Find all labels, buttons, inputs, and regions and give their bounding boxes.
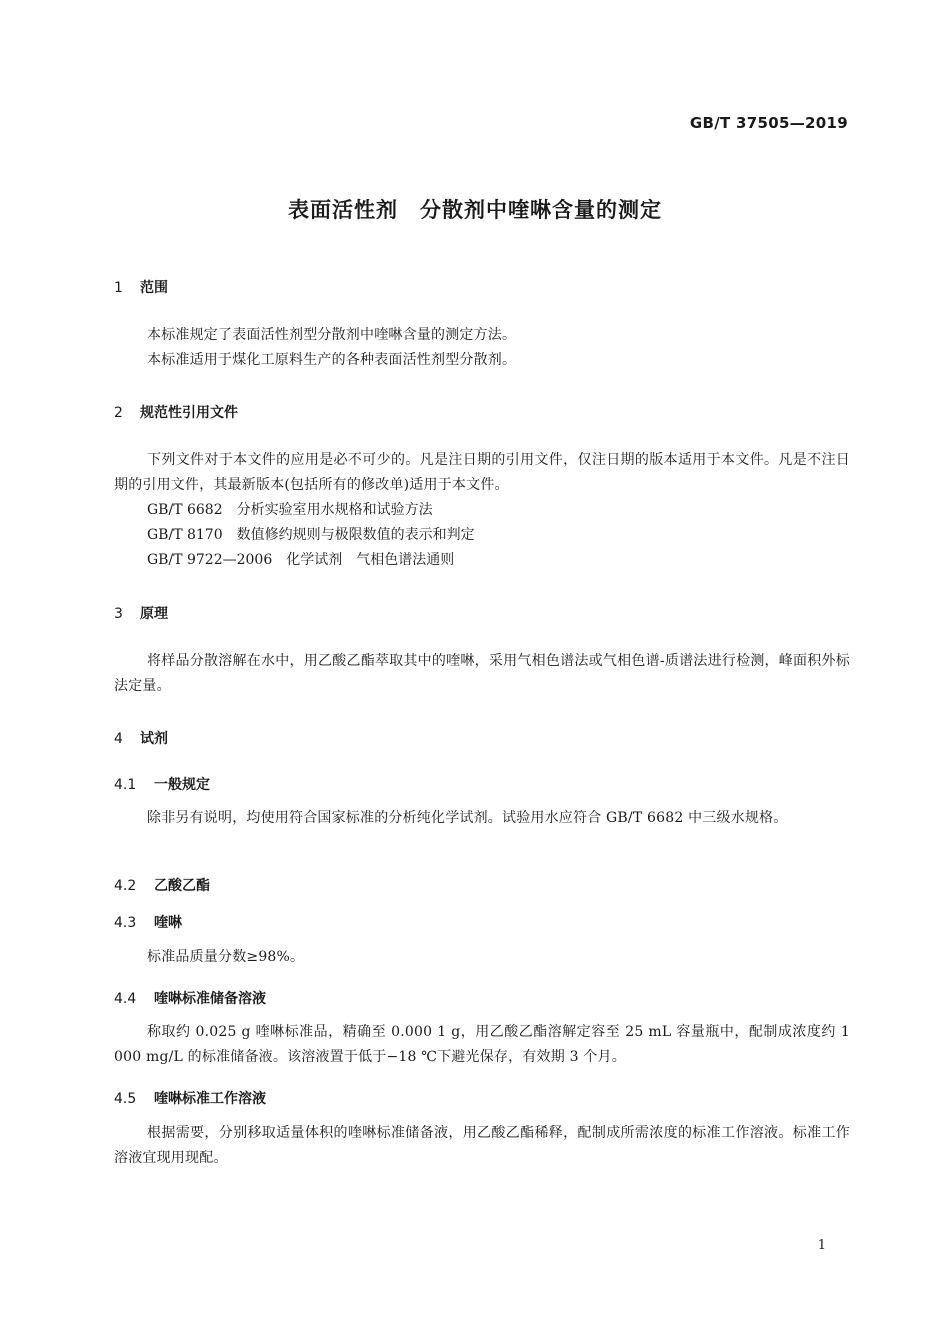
normative-reference-3: GB/T 9722—2006 化学试剂 气相色谱法通则 — [147, 552, 455, 568]
section-2-paragraph: 下列文件对于本文件的应用是必不可少的。凡是注日期的引用文件，仅注日期的版本适用于本文件。凡是不注日期的引用文件，其最新版本(包括所有的修改单)适用于本文件。 — [114, 452, 850, 493]
subsection-4-5-paragraph: 根据需要，分别移取适量体积的喹啉标准储备液，用乙酸乙酯稀释，配制成所需浓度的标准工作溶液。标准工作溶液宜现用现配。 — [114, 1125, 850, 1166]
subsection-4-1-paragraph: 除非另有说明，均使用符合国家标准的分析纯化学试剂。试验用水应符合 GB/T 6682 中三级水规格。 — [147, 810, 788, 826]
document-title: 表面活性剂 分散剂中喹啉含量的测定 — [288, 198, 662, 222]
subsection-title: 喹啉标准储备溶液 — [154, 991, 266, 1007]
subsection-number: 4.1 — [114, 777, 137, 793]
subsection-title: 喹啉标准工作溶液 — [154, 1091, 266, 1107]
section-number: 3 — [114, 606, 123, 622]
subsection-title: 一般规定 — [154, 777, 210, 793]
section-title: 范围 — [140, 280, 168, 296]
subsection-4-4-paragraph: 称取约 0.025 g 喹啉标准品，精确至 0.000 1 g，用乙酸乙酯溶解定容至 25 mL 容量瓶中，配制成浓度约 1 000 mg/L 的标准储备液。该溶液置于低于−18 ℃下避光保存，有效期 3 个月。 — [114, 1024, 850, 1065]
subsection-title: 乙酸乙酯 — [154, 878, 210, 894]
subsection-number: 4.5 — [114, 1091, 137, 1107]
subsection-title: 喹啉 — [154, 915, 182, 931]
section-number: 4 — [114, 731, 123, 747]
subsection-number: 4.2 — [114, 878, 137, 894]
subsection-4-5-heading — [114, 1088, 266, 1108]
section-3-heading — [114, 603, 168, 623]
subsection-number: 4.3 — [114, 915, 137, 931]
standard-number: GB/T 37505—2019 — [689, 114, 848, 132]
section-number: 2 — [114, 405, 123, 421]
section-title: 原理 — [140, 606, 168, 622]
section-title: 试剂 — [140, 731, 168, 747]
normative-reference-1: GB/T 6682 分析实验室用水规格和试验方法 — [147, 502, 433, 518]
section-number: 1 — [114, 280, 123, 296]
section-1-paragraph-1: 本标准规定了表面活性剂型分散剂中喹啉含量的测定方法。 — [147, 327, 517, 343]
section-1-heading — [114, 277, 168, 297]
section-title: 规范性引用文件 — [140, 405, 238, 421]
section-4-heading — [114, 728, 168, 748]
section-2-heading — [114, 402, 238, 422]
subsection-4-1-heading — [114, 774, 210, 794]
subsection-4-2-heading — [114, 875, 210, 895]
subsection-4-3-heading — [114, 912, 182, 932]
page-number: 1 — [817, 1238, 826, 1253]
subsection-number: 4.4 — [114, 991, 137, 1007]
subsection-4-4-heading — [114, 988, 266, 1008]
section-3-paragraph: 将样品分散溶解在水中，用乙酸乙酯萃取其中的喹啉，采用气相色谱法或气相色谱-质谱法进行检测，峰面积外标法定量。 — [114, 653, 850, 694]
subsection-4-3-paragraph: 标准品质量分数≥98%。 — [147, 949, 305, 965]
section-1-paragraph-2: 本标准适用于煤化工原料生产的各种表面活性剂型分散剂。 — [147, 352, 517, 368]
normative-reference-2: GB/T 8170 数值修约规则与极限数值的表示和判定 — [147, 527, 475, 543]
